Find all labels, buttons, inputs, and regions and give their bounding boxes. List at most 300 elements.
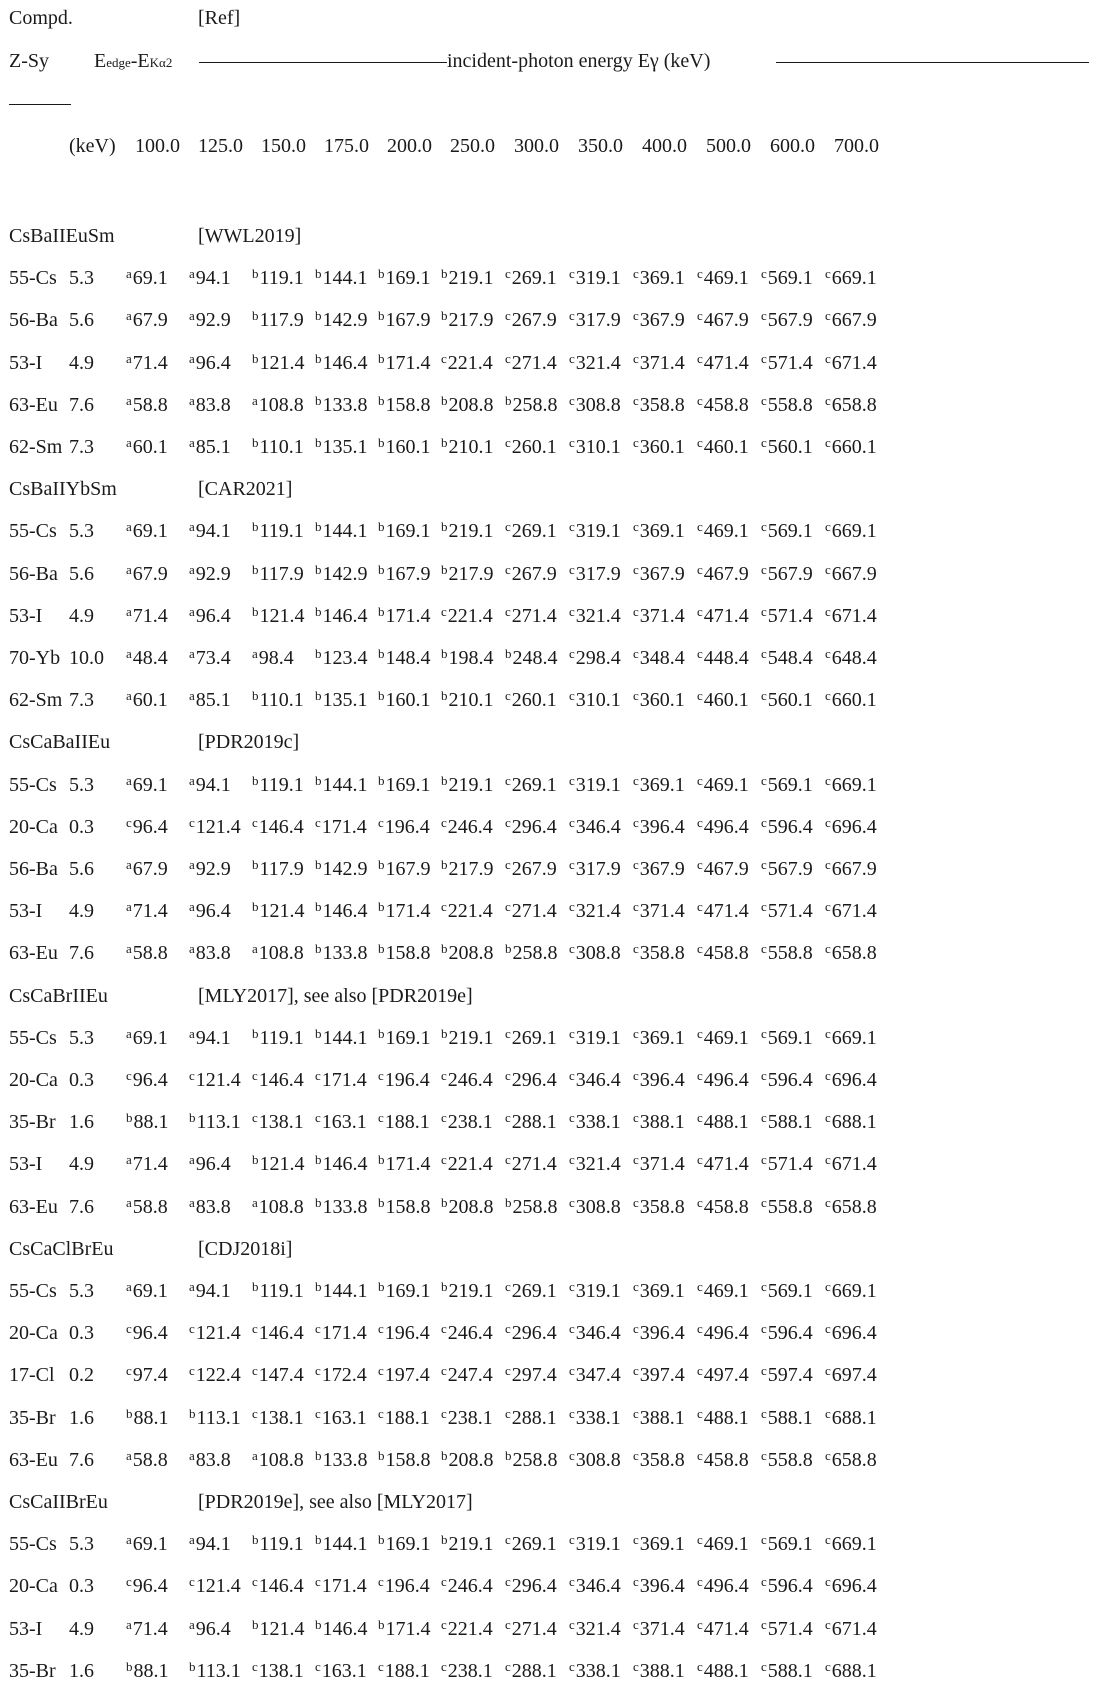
cell-flag: a [126, 688, 132, 704]
energy-cell [315, 1279, 368, 1305]
cell-flag: c [569, 435, 575, 450]
edge-energy: 5.3 [69, 1026, 94, 1049]
energy-cell [126, 604, 168, 630]
cell-value: 169.1 [385, 773, 431, 796]
element-label: 56-Ba [9, 858, 58, 880]
energy-cell [505, 815, 557, 841]
cell-value: 144.1 [322, 520, 368, 543]
cell-value: 83.8 [195, 1448, 231, 1471]
cell-flag: a [189, 857, 195, 872]
energy-cell [378, 646, 431, 672]
cell-value: 58.8 [132, 942, 168, 965]
cell-flag: c [761, 1363, 767, 1379]
cell-value: 119.1 [259, 267, 304, 290]
energy-cell [825, 899, 877, 925]
energy-cell [569, 604, 621, 630]
cell-value: 146.4 [322, 604, 368, 627]
energy-cell [441, 1617, 493, 1643]
cell-value: 208.8 [448, 1448, 494, 1471]
energy-cell [569, 646, 621, 672]
energy-cell [505, 1574, 557, 1600]
energy-cell [378, 1659, 430, 1685]
cell-flag: c [569, 941, 575, 957]
cell-value: 596.4 [767, 1322, 813, 1345]
energy-cell [126, 1152, 168, 1178]
cell-value: 117.9 [259, 562, 304, 585]
cell-value: 496.4 [703, 1069, 749, 1091]
cell-value: 497.4 [703, 1364, 749, 1387]
energy-cell [441, 1406, 493, 1432]
cell-flag: b [252, 350, 259, 366]
cell-value: 346.4 [575, 1069, 621, 1091]
cell-value: 396.4 [639, 1069, 685, 1091]
cell-flag: a [126, 308, 132, 324]
cell-value: 269.1 [511, 1026, 557, 1049]
cell-value: 369.1 [639, 267, 685, 290]
energy-cell [252, 815, 304, 841]
cell-value: 271.4 [511, 1617, 557, 1640]
cell-flag: a [126, 519, 132, 535]
cell-value: 338.1 [575, 1659, 621, 1682]
energy-cell [441, 435, 494, 461]
cell-flag: c [697, 941, 703, 957]
cell-flag: c [189, 1068, 195, 1083]
energy-cell [126, 1659, 169, 1685]
cell-flag: b [315, 561, 322, 577]
cell-value: 388.1 [639, 1659, 685, 1682]
cell-flag: c [315, 1321, 321, 1337]
energy-cell [126, 308, 168, 334]
energy-cell [505, 773, 557, 799]
cell-value: 658.8 [831, 942, 877, 965]
cell-value: 648.4 [831, 647, 877, 669]
cell-flag: a [189, 1532, 195, 1548]
cell-value: 467.9 [703, 562, 749, 585]
energy-cell [252, 1363, 304, 1389]
cell-flag: c [441, 350, 447, 366]
energy-cell [126, 435, 168, 461]
energy-header-cell: 600.0 [770, 135, 815, 157]
cell-flag: b [378, 899, 385, 915]
energy-cell [189, 1110, 241, 1136]
cell-flag: b [252, 857, 259, 872]
cell-flag: c [569, 603, 575, 619]
cell-value: 321.4 [575, 351, 621, 374]
energy-cell [505, 857, 557, 883]
cell-flag: c [697, 1532, 703, 1548]
cell-flag: c [441, 1574, 447, 1590]
cell-value: 171.4 [385, 900, 431, 923]
cell-flag: c [825, 1363, 831, 1379]
cell-flag: c [569, 1194, 575, 1210]
energy-cell [126, 815, 168, 841]
cell-value: 163.1 [321, 1111, 367, 1134]
energy-cell [378, 1026, 431, 1052]
edge-subscript: edge [106, 55, 131, 70]
cell-flag: c [633, 1321, 639, 1337]
compound-reference: [CDJ2018i] [198, 1237, 293, 1260]
energy-cell [441, 688, 494, 714]
cell-value: 458.8 [703, 1448, 749, 1471]
cell-value: 60.1 [132, 436, 168, 458]
cell-flag: c [633, 899, 639, 915]
cell-flag: c [825, 1405, 831, 1421]
energy-cell [633, 1152, 685, 1178]
energy-cell [761, 519, 813, 545]
cell-flag: a [126, 350, 132, 366]
cell-flag: c [252, 1363, 258, 1379]
cell-flag: c [761, 561, 767, 577]
cell-flag: a [126, 1194, 132, 1210]
cell-flag: a [189, 646, 195, 661]
energy-cell [189, 1363, 241, 1389]
energy-cell [189, 1321, 241, 1347]
cell-value: 92.9 [195, 562, 231, 585]
energy-cell [505, 1448, 558, 1474]
cell-flag: c [505, 1152, 511, 1168]
cell-value: 567.9 [767, 562, 813, 585]
cell-flag: c [825, 1447, 831, 1463]
cell-flag: c [252, 1321, 258, 1337]
cell-value: 460.1 [703, 436, 749, 458]
cell-flag: a [189, 266, 195, 282]
cell-flag: c [633, 646, 639, 661]
energy-cell [378, 1532, 431, 1558]
energy-cell [126, 1574, 168, 1600]
cell-value: 158.8 [385, 942, 431, 965]
energy-cell [761, 1152, 813, 1178]
cell-flag: c [505, 561, 511, 577]
cell-flag: b [378, 1447, 385, 1463]
energy-cell [252, 604, 305, 630]
energy-cell [825, 1026, 877, 1052]
cell-flag: c [378, 1658, 384, 1674]
cell-value: 488.1 [703, 1659, 749, 1682]
cell-value: 133.8 [322, 1448, 368, 1471]
energy-cell [505, 351, 557, 377]
incident-energy-header: incident-photon energy Eγ (keV) [447, 50, 711, 72]
energy-cell [252, 646, 294, 672]
cell-value: 669.1 [831, 1533, 877, 1556]
cell-value: 460.1 [703, 689, 749, 712]
cell-value: 121.4 [195, 815, 241, 838]
energy-cell [252, 1152, 305, 1178]
cell-flag: c [825, 561, 831, 577]
cell-value: 271.4 [511, 1153, 557, 1176]
energy-cell [315, 857, 368, 883]
energy-cell [633, 646, 685, 672]
energy-header-cell: 300.0 [514, 135, 559, 157]
energy-cell [441, 519, 494, 545]
cell-flag: c [697, 308, 703, 324]
cell-value: 167.9 [385, 562, 431, 585]
cell-flag: c [825, 772, 831, 788]
cell-flag: b [378, 350, 385, 366]
cell-flag: b [441, 392, 448, 408]
energy-cell [633, 1110, 685, 1136]
energy-cell [761, 1574, 813, 1600]
cell-flag: c [697, 1321, 703, 1337]
cell-value: 671.4 [831, 1153, 877, 1176]
cell-value: 247.4 [447, 1364, 493, 1387]
energy-header-cell: 125.0 [198, 135, 243, 157]
energy-cell [505, 646, 558, 672]
cell-value: 658.8 [831, 393, 877, 416]
cell-value: 471.4 [703, 1153, 749, 1176]
cell-flag: b [315, 350, 322, 366]
cell-flag: c [697, 772, 703, 788]
energy-cell [315, 1110, 367, 1136]
cell-flag: c [569, 1363, 575, 1379]
energy-cell [633, 1363, 685, 1389]
edge-energy: 0.3 [69, 1322, 94, 1345]
cell-flag: c [761, 1574, 767, 1590]
compound-name: CsBaIIEuSm [9, 225, 115, 247]
energy-cell [825, 857, 877, 883]
cell-flag: c [569, 266, 575, 282]
cell-value: 567.9 [767, 309, 813, 332]
cell-value: 319.1 [575, 1280, 621, 1302]
energy-cell [825, 1152, 877, 1178]
cell-flag: c [697, 266, 703, 282]
energy-cell [126, 1406, 169, 1432]
edge-energy: 5.3 [69, 1280, 94, 1302]
cell-flag: c [761, 646, 767, 661]
cell-value: 144.1 [322, 773, 368, 796]
energy-cell [378, 562, 431, 588]
cell-value: 588.1 [767, 1111, 813, 1134]
cell-flag: b [378, 688, 385, 704]
cell-value: 58.8 [132, 1195, 168, 1218]
cell-flag: a [126, 941, 132, 957]
energy-cell [252, 1195, 304, 1221]
cell-value: 688.1 [831, 1659, 877, 1682]
energy-cell [441, 1152, 493, 1178]
energy-cell [126, 688, 168, 714]
cell-flag: c [761, 1405, 767, 1421]
cell-value: 317.9 [575, 309, 621, 332]
cell-flag: c [633, 519, 639, 535]
cell-value: 396.4 [639, 1575, 685, 1598]
cell-value: 138.1 [258, 1406, 304, 1429]
cell-flag: b [315, 1616, 322, 1632]
cell-flag: c [315, 1363, 321, 1379]
energy-cell [378, 1574, 430, 1600]
cell-value: 571.4 [767, 1153, 813, 1176]
cell-flag: c [633, 603, 639, 619]
cell-flag: a [126, 1616, 132, 1632]
cell-flag: c [761, 941, 767, 957]
element-label: 55-Cs [9, 267, 57, 290]
cell-value: 269.1 [511, 1280, 557, 1302]
energy-cell [441, 1448, 494, 1474]
energy-cell [697, 1406, 749, 1432]
cell-value: 117.9 [259, 858, 304, 880]
cell-value: 121.4 [259, 351, 305, 374]
edge-energy: 5.3 [69, 267, 94, 290]
cell-flag: b [441, 1279, 448, 1294]
cell-flag: c [569, 1574, 575, 1590]
cell-value: 121.4 [195, 1322, 241, 1345]
cell-value: 171.4 [321, 815, 367, 838]
cell-flag: b [441, 688, 448, 704]
energy-cell [761, 393, 813, 419]
cell-flag: a [126, 772, 132, 788]
cell-flag: c [697, 519, 703, 535]
cell-flag: b [315, 308, 322, 324]
cell-flag: a [126, 1447, 132, 1463]
cell-value: 146.4 [322, 1617, 368, 1640]
cell-value: 172.4 [321, 1364, 367, 1387]
cell-flag: c [825, 350, 831, 366]
energy-cell [189, 899, 231, 925]
cell-flag: c [633, 941, 639, 957]
cell-value: 317.9 [575, 562, 621, 585]
cell-flag: c [761, 814, 767, 830]
energy-cell [633, 1448, 685, 1474]
cell-flag: b [441, 435, 448, 450]
cell-value: 96.4 [195, 900, 231, 923]
cell-value: 122.4 [195, 1364, 241, 1387]
edge-energy: 1.6 [69, 1659, 94, 1682]
cell-value: 669.1 [831, 520, 877, 543]
energy-cell [569, 519, 621, 545]
energy-cell [126, 773, 168, 799]
cell-value: 560.1 [767, 689, 813, 712]
cell-value: 169.1 [385, 1533, 431, 1556]
cell-flag: b [315, 392, 322, 408]
cell-value: 113.1 [196, 1659, 241, 1682]
cell-value: 163.1 [321, 1659, 367, 1682]
cell-value: 119.1 [259, 520, 304, 543]
cell-flag: c [505, 814, 511, 830]
energy-cell [697, 1110, 749, 1136]
cell-value: 558.8 [767, 942, 813, 965]
cell-flag: a [126, 1152, 132, 1168]
cell-flag: c [378, 814, 384, 830]
element-label: 55-Cs [9, 1026, 57, 1049]
cell-value: 469.1 [703, 520, 749, 543]
cell-value: 358.8 [639, 942, 685, 965]
energy-cell [126, 266, 168, 292]
cell-value: 471.4 [703, 900, 749, 923]
cell-value: 371.4 [639, 900, 685, 923]
energy-cell [569, 1152, 621, 1178]
cell-flag: c [505, 1574, 511, 1590]
cell-flag: b [378, 1152, 385, 1168]
cell-value: 671.4 [831, 900, 877, 923]
energy-cell [697, 393, 749, 419]
cell-flag: c [441, 1321, 447, 1337]
energy-cell [252, 688, 304, 714]
energy-cell [633, 688, 685, 714]
energy-cell [697, 266, 749, 292]
cell-flag: c [378, 1110, 384, 1126]
energy-cell [315, 1406, 367, 1432]
energy-cell [126, 562, 168, 588]
energy-cell [761, 1195, 813, 1221]
cell-value: 208.8 [448, 393, 494, 416]
energy-cell [252, 1321, 304, 1347]
element-label: 35-Br [9, 1659, 56, 1682]
cell-value: 571.4 [767, 604, 813, 627]
cell-value: 471.4 [703, 351, 749, 374]
energy-cell [252, 1406, 304, 1432]
energy-cell [252, 266, 304, 292]
energy-cell [505, 1363, 557, 1389]
cell-value: 596.4 [767, 815, 813, 838]
cell-value: 308.8 [575, 393, 621, 416]
cell-flag: c [505, 266, 511, 282]
cell-value: 169.1 [385, 1280, 431, 1302]
compound-reference: [CAR2021] [198, 478, 293, 501]
cell-value: 360.1 [639, 689, 685, 712]
kalpha-subscript: Kα2 [149, 55, 173, 70]
cell-flag: c [825, 519, 831, 535]
unit-label: (keV) [69, 135, 116, 157]
cell-value: 144.1 [322, 1280, 368, 1302]
energy-cell [761, 688, 813, 714]
cell-value: 123.4 [322, 647, 368, 669]
cell-flag: c [315, 1405, 321, 1421]
energy-cell [315, 308, 368, 334]
cell-value: 321.4 [575, 900, 621, 923]
cell-value: 696.4 [831, 1069, 877, 1091]
energy-cell [825, 266, 877, 292]
cell-value: 71.4 [132, 604, 168, 627]
energy-cell [825, 351, 877, 377]
cell-value: 669.1 [831, 1026, 877, 1049]
cell-value: 121.4 [195, 1575, 241, 1598]
cell-flag: a [189, 1152, 195, 1168]
edge-energy: 5.6 [69, 562, 94, 585]
energy-cell [126, 1448, 168, 1474]
energy-cell [761, 1026, 813, 1052]
cell-value: 188.1 [384, 1406, 430, 1429]
energy-cell [189, 1195, 231, 1221]
energy-cell [315, 688, 368, 714]
cell-value: 569.1 [767, 267, 813, 290]
energy-cell [569, 1026, 621, 1052]
cell-flag: c [633, 1152, 639, 1168]
cell-flag: a [126, 1532, 132, 1548]
cell-flag: c [633, 1110, 639, 1126]
energy-cell [315, 519, 368, 545]
cell-value: 119.1 [259, 773, 304, 796]
cell-value: 121.4 [195, 1069, 241, 1091]
cell-flag: c [761, 1068, 767, 1083]
cell-flag: c [505, 1110, 511, 1126]
cell-flag: b [252, 1616, 259, 1632]
cell-flag: b [378, 392, 385, 408]
cell-flag: b [378, 646, 385, 661]
cell-flag: c [126, 1068, 132, 1083]
energy-cell [825, 308, 877, 334]
energy-cell [761, 1110, 813, 1136]
cell-value: 571.4 [767, 900, 813, 923]
cell-value: 210.1 [448, 689, 494, 712]
cell-flag: b [315, 519, 322, 535]
cell-value: 369.1 [639, 1026, 685, 1049]
cell-flag: c [441, 1405, 447, 1421]
cell-value: 67.9 [132, 562, 168, 585]
cell-value: 271.4 [511, 900, 557, 923]
cell-flag: c [441, 1152, 447, 1168]
cell-value: 94.1 [195, 267, 231, 290]
cell-flag: b [441, 1532, 448, 1548]
cell-value: 548.4 [767, 647, 813, 669]
element-label: 55-Cs [9, 773, 57, 796]
